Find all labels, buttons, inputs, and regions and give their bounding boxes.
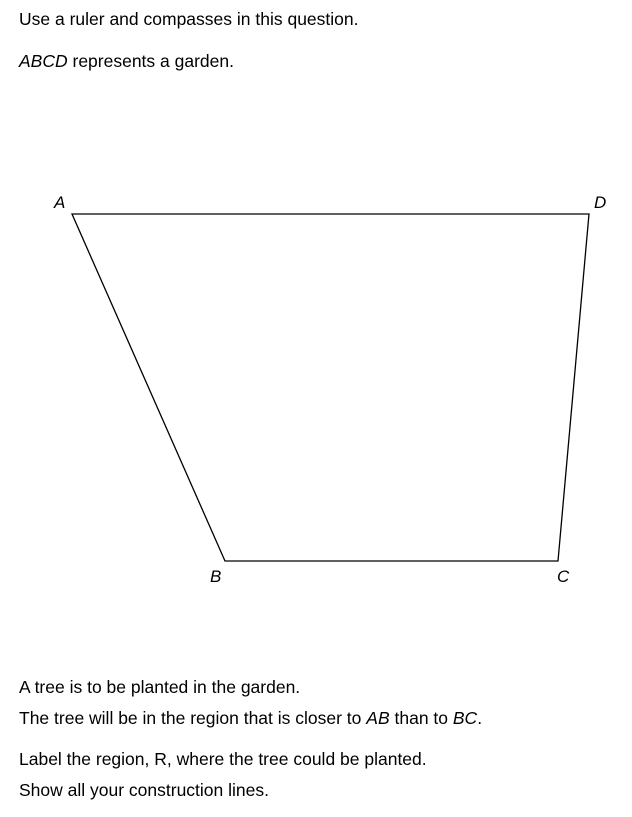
question-line-2-prefix: The tree will be in the region that is closer to <box>19 708 367 728</box>
vertex-label-b: B <box>210 567 222 586</box>
vertex-label-c: C <box>557 567 570 586</box>
question-line-2-mid: than to <box>389 708 453 728</box>
segment-ab: AB <box>366 708 390 728</box>
vertex-label-a: A <box>54 193 66 212</box>
garden-name: ABCD <box>19 51 68 71</box>
question-line-4: Show all your construction lines. <box>19 780 269 800</box>
question-line-2 <box>19 707 482 729</box>
question-line-3: Label the region, R, where the tree could be planted. <box>19 749 427 769</box>
question-line-2-end: . <box>477 708 483 728</box>
segment-bc: BC <box>452 708 478 728</box>
question-line-1: A tree is to be planted in the garden. <box>19 677 301 697</box>
instruction-text: Use a ruler and compasses in this question. <box>19 9 359 29</box>
vertex-label-d: D <box>594 193 607 212</box>
garden-quadrilateral <box>72 214 589 561</box>
garden-description-rest: represents a garden. <box>67 51 234 71</box>
